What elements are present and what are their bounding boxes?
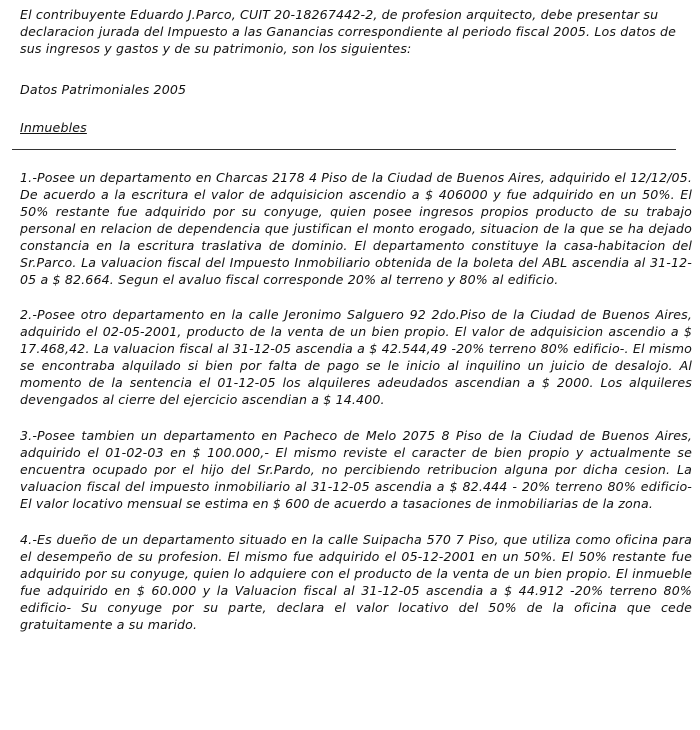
intro-paragraph: El contribuyente Eduardo J.Parco, CUIT 20-18267442-2, de profesion arquitecto, debe presentar su declaracion jurada del Impuesto a las Ganancias correspondiente al periodo fiscal 2005. Los datos de sus ingresos y gastos y de su patrimonio, son los siguientes: bbox=[20, 7, 677, 56]
property-item-2: 2.-Posee otro departamento en la calle Jeronimo Salguero 92 2do.Piso de la Ciudad de Buenos Aires, adquirido el 02-05-2001, producto de la venta de un bien propio. El valor de adquisicion ascendio a $ 17.468,42. La valuacion fiscal al 31-12-05 ascendia a $ 42.544,49 -20% terreno 80% edificio-. El mismo se encontraba alquilado si bien por falta de pago se le inicio al inquilino un juicio de desalojo. Al momento de la sentencia el 01-12-05 los alquileres adeudados ascendian a $ 2000. Los alquileres devengados al cierre del ejercicio ascendian a $ 14.400. bbox=[20, 307, 692, 407]
property-item-4: 4.-Es dueño de un departamento situado en la calle Suipacha 570 7 Piso, que utiliza como oficina para el desempeño de su profesion. El mismo fue adquirido el 05-12-2001 en un 50%. El 50% restante fue adquirido por su conyuge, quien lo adquiere con el producto de la venta de un bien propio. El inmueble fue adquirido en $ 60.000 y la Valuacion fiscal al 31-12-05 ascendia a $ 44.912 -20% terreno 80% edificio- Su conyuge por su parte, declara el valor locativo del 50% de la oficina que cede gratuitamente a su marido. bbox=[20, 532, 692, 632]
horizontal-rule bbox=[12, 149, 676, 150]
section-title: Datos Patrimoniales 2005 bbox=[20, 82, 187, 97]
property-item-3: 3.-Posee tambien un departamento en Pacheco de Melo 2075 8 Piso de la Ciudad de Buenos Aires, adquirido el 01-02-03 en $ 100.000,- El mismo reviste el caracter de bien propio y actualmente se encuentra ocupado por el hijo del Sr.Pardo, no percibiendo retribucion alguna por dicha cesion. La valuacion fiscal del impuesto inmobiliario al 31-12-05 ascendia a $ 82.444 - 20% terreno 80% edificio- El valor locativo mensual se estima en $ 600 de acuerdo a tasaciones de inmobiliarias de la zona. bbox=[20, 428, 692, 511]
subsection-title: Inmuebles bbox=[20, 120, 87, 135]
property-item-1: 1.-Posee un departamento en Charcas 2178 4 Piso de la Ciudad de Buenos Aires, adquirido el 12/12/05. De acuerdo a la escritura el valor de adquisicion ascendio a $ 406000 y fue adquirido en un 50%. El 50% restante fue adquirido por su conyuge, quien posee ingresos propios producto de su trabajo personal en relacion de dependencia que justifican el monto erogado, situacion de la que se ha dejado constancia en la escritura traslativa de dominio. El departamento constituye la casa-habitacion del Sr.Parco. La valuacion fiscal del Impuesto Inmobiliario obtenida de la boleta del ABL ascendia al 31-12-05 a $ 82.664. Segun el avaluo fiscal corresponde 20% al terreno y 80% al edificio. bbox=[20, 170, 692, 287]
